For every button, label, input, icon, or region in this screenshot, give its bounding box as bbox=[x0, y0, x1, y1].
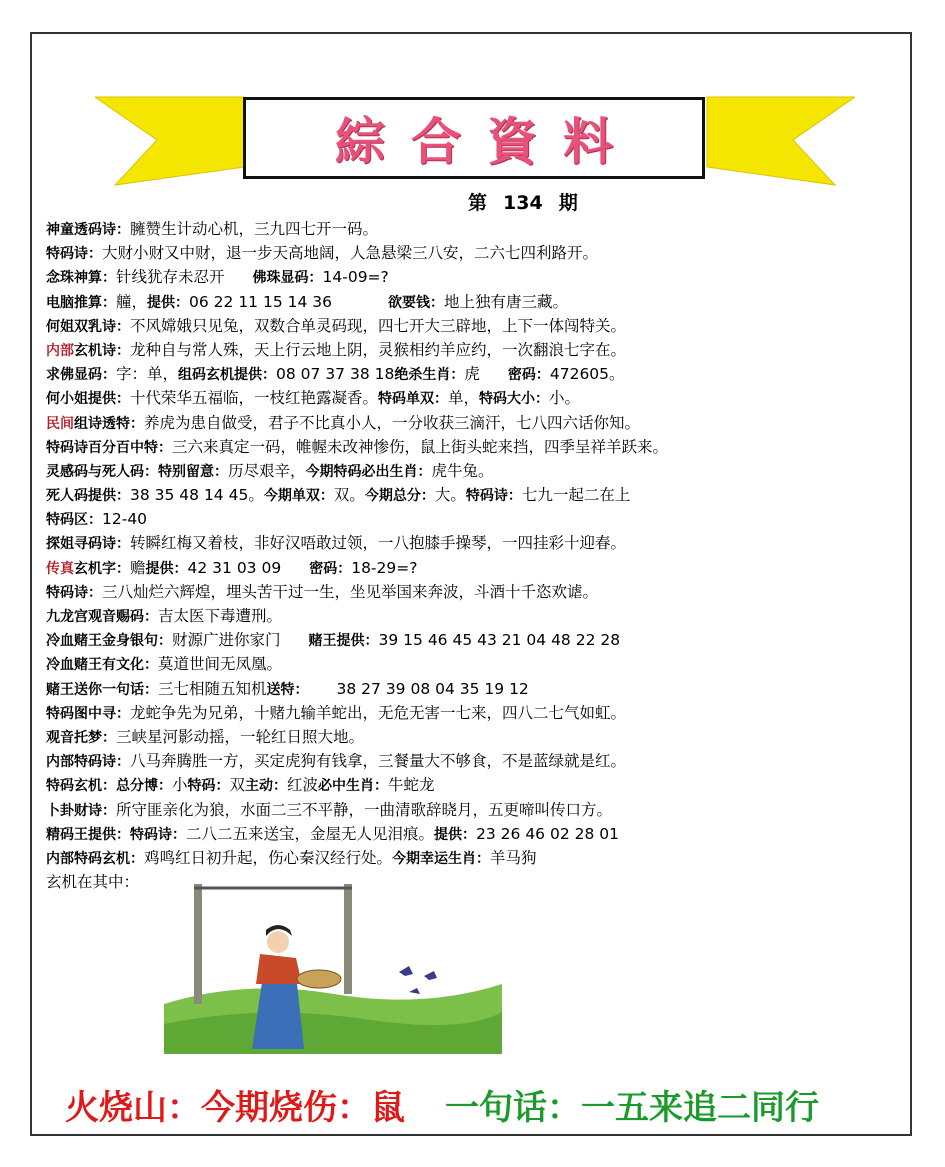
line-value: 龙蛇争先为兄弟，十赌九输羊蛇出，无危无害一七来，四八二七气如虹。 bbox=[130, 703, 627, 722]
line-label: 卜卦财诗： bbox=[46, 802, 116, 819]
line-label: 特码图中寻： bbox=[46, 705, 130, 722]
line-label: 提供： bbox=[434, 826, 477, 843]
line-label: 特码诗： bbox=[465, 488, 522, 505]
line-value: 莫道世间无凤凰。 bbox=[158, 655, 283, 674]
line-value: 红波 bbox=[287, 776, 319, 795]
line-value: 小 bbox=[172, 776, 188, 795]
line-value: 地上独有唐三藏。 bbox=[444, 292, 569, 311]
illustration-woman-at-well bbox=[164, 884, 502, 1054]
line-label: 精码王提供： bbox=[46, 826, 130, 843]
line-label: 观音托梦： bbox=[46, 729, 116, 746]
line-label: 提供： bbox=[145, 560, 188, 577]
content-line bbox=[46, 701, 906, 725]
line-label: 密码： bbox=[309, 560, 352, 577]
line-value: 39 15 46 45 43 21 04 48 22 28 bbox=[378, 631, 621, 650]
line-label: 冷血赌王金身银句： bbox=[46, 633, 172, 650]
content-line bbox=[46, 846, 906, 870]
line-value: 472605。 bbox=[549, 365, 625, 384]
line-label: 灵感码与死人码： bbox=[46, 463, 158, 480]
line-label: 内部特码诗： bbox=[46, 754, 130, 771]
line-label: 冷血赌王有文化： bbox=[46, 657, 158, 674]
line-value: 三八灿烂六辉煌，埋头苦干过一生，坐见举国来奔波，斗酒十千恣欢谑。 bbox=[102, 582, 599, 601]
line-label: 何小姐提供： bbox=[46, 391, 130, 408]
content-line bbox=[46, 773, 906, 797]
line-label: 绝杀生肖： bbox=[394, 367, 465, 384]
line-value: 玄机在其中： bbox=[46, 873, 140, 892]
content-line bbox=[46, 411, 906, 435]
line-label: 特码大小： bbox=[479, 391, 550, 408]
line-label: 特码诗： bbox=[130, 826, 186, 843]
line-value: 财源广进你家门 bbox=[172, 631, 281, 650]
line-value: 养虎为患自做受，君子不比真小人，一分收获三滴汗，七八四六话你知。 bbox=[144, 413, 641, 432]
content-line bbox=[46, 338, 906, 362]
line-value: 不风嫦娥只见兔，双数合单灵码现，四七开大三辟地，上下一体闯特关。 bbox=[130, 316, 627, 335]
content-line bbox=[46, 459, 906, 483]
line-value: 23 26 46 02 28 01 bbox=[476, 824, 619, 843]
content-line bbox=[46, 580, 906, 604]
line-label: 九龙宫观音赐码： bbox=[46, 609, 158, 625]
line-value: 双 bbox=[229, 776, 246, 795]
content-line bbox=[46, 265, 906, 289]
line-value: 06 22 11 15 14 36 bbox=[189, 292, 332, 311]
line-value: 八马奔腾胜一方，买定虎狗有钱拿，三餐量大不够食，不是蓝绿就是红。 bbox=[130, 752, 627, 771]
line-value: 牛蛇龙 bbox=[388, 776, 435, 795]
line-label: 特码区： bbox=[46, 512, 102, 529]
line-value: 18-29=? bbox=[351, 558, 418, 577]
line-value: 小。 bbox=[549, 389, 581, 408]
line-value: 二八二五来送宝，金屋无人见泪痕。 bbox=[186, 824, 435, 843]
line-value: 大。 bbox=[434, 486, 466, 505]
line-label: 传真 bbox=[46, 560, 74, 577]
content-line bbox=[46, 241, 906, 265]
line-label: 玄机诗： bbox=[74, 342, 130, 359]
line-value: 七九一起二在上 bbox=[521, 486, 631, 505]
content-line bbox=[46, 725, 906, 749]
line-label: 民间 bbox=[46, 415, 74, 432]
content-line bbox=[46, 531, 906, 555]
content-line bbox=[46, 362, 906, 386]
line-label: 内部 bbox=[46, 342, 74, 359]
content-lines bbox=[46, 217, 906, 894]
line-label: 何姐双乳诗： bbox=[46, 318, 130, 335]
line-value: 38 27 39 08 04 35 19 12 bbox=[336, 679, 529, 698]
line-value: 大财小财又中财，退一步天高地阔，人急悬梁三八安，二六七四利路开。 bbox=[102, 244, 599, 263]
footer-line bbox=[65, 1080, 819, 1129]
content-line bbox=[46, 217, 906, 241]
line-value: 12-40 bbox=[102, 510, 148, 529]
line-label: 提供： bbox=[147, 294, 190, 311]
line-label: 电脑推算： bbox=[46, 294, 116, 311]
line-value: 三峡星河影动摇，一轮红日照大地。 bbox=[116, 727, 365, 746]
line-value: 吉太医下毒遭刑。 bbox=[158, 607, 283, 625]
line-value: 08 07 37 38 18 bbox=[276, 365, 395, 384]
line-value: 龙种自与常人殊，天上行云地上阴，灵猴相约羊应约，一次翻浪七字在。 bbox=[130, 340, 627, 359]
content-line bbox=[46, 652, 906, 676]
line-label: 探姐寻码诗： bbox=[46, 536, 130, 553]
line-label: 组码玄机提供： bbox=[178, 367, 277, 384]
line-label: 赌王送你一句话： bbox=[46, 681, 158, 698]
line-label: 特码诗： bbox=[46, 246, 102, 263]
line-label: 今期幸运生肖： bbox=[392, 850, 491, 867]
line-value: 单， bbox=[448, 389, 480, 408]
content-line bbox=[46, 749, 906, 773]
content-line bbox=[46, 677, 906, 701]
line-label: 玄机字： bbox=[74, 560, 130, 577]
content-line bbox=[46, 386, 906, 410]
content-line bbox=[46, 314, 906, 338]
issue-number: 134 bbox=[503, 192, 543, 214]
line-value: 三六来真定一码，帷幄未改神惨伤，鼠上街头蛇来挡，四季呈祥羊跃来。 bbox=[172, 437, 669, 456]
footer-right-text: 一句话：一五来追二同行 bbox=[445, 1088, 819, 1128]
line-label: 佛珠显码： bbox=[252, 270, 323, 287]
content-line bbox=[46, 604, 906, 628]
issue-label bbox=[468, 188, 594, 215]
line-label: 内部特码玄机： bbox=[46, 850, 144, 867]
title-banner bbox=[95, 95, 855, 190]
content-line bbox=[46, 507, 906, 531]
line-value: 所守匪亲化为狼，水面二三不平静，一曲清歌辞晓月，五更啼叫传口方。 bbox=[116, 800, 613, 819]
line-value: 赡 bbox=[130, 558, 146, 577]
line-label: 死人码提供： bbox=[46, 488, 130, 505]
line-value: 38 35 48 14 45。 bbox=[130, 486, 264, 505]
line-label: 赌王提供： bbox=[308, 633, 379, 650]
line-label: 特码单双： bbox=[378, 391, 449, 408]
line-label: 今期单双： bbox=[263, 488, 334, 505]
line-value: 虎牛兔。 bbox=[431, 461, 494, 480]
issue-suffix: 期 bbox=[558, 192, 578, 214]
line-value: 羊马狗 bbox=[490, 848, 537, 867]
line-label: 送特： bbox=[266, 681, 309, 698]
content-line bbox=[46, 822, 906, 846]
content-line bbox=[46, 483, 906, 507]
line-value: 十代荣华五福临，一枝红艳露凝香。 bbox=[130, 389, 379, 408]
line-label: 今期总分： bbox=[364, 488, 435, 505]
line-label: 特码诗百分百中特： bbox=[46, 439, 172, 456]
content-line bbox=[46, 628, 906, 652]
line-value: 针线犹存未忍开 bbox=[116, 268, 225, 287]
line-label: 特码诗： bbox=[46, 584, 102, 601]
footer-left-text: 火烧山：今期烧伤：鼠 bbox=[65, 1088, 405, 1128]
content-line bbox=[46, 556, 906, 580]
line-value: 鸡鸣红日初升起，伤心秦汉经行处。 bbox=[144, 848, 393, 867]
line-value: 艟， bbox=[116, 292, 148, 311]
line-value: 臃赞生计动心机，三九四七开一码。 bbox=[130, 220, 379, 238]
line-label: 今期特码必出生肖： bbox=[305, 463, 432, 480]
line-label: 特别留意： bbox=[158, 463, 228, 480]
line-label: 念珠神算： bbox=[46, 270, 116, 287]
content-line bbox=[46, 435, 906, 459]
line-value: 双。 bbox=[333, 486, 365, 505]
line-label: 密码： bbox=[507, 367, 550, 384]
content-line bbox=[46, 798, 906, 822]
line-label: 求佛显码： bbox=[46, 367, 116, 384]
line-value: 转瞬红梅又着枝，非好汉唔敢过领，一八抱膝手操琴，一四挂彩十迎春。 bbox=[130, 534, 627, 553]
line-label: 特码玄机： bbox=[46, 778, 116, 795]
line-label: 主动： bbox=[245, 778, 288, 795]
line-value: 字：单， bbox=[116, 365, 179, 384]
page-title: 綜合資料 bbox=[335, 112, 639, 171]
line-value: 三七相随五知机 bbox=[158, 679, 267, 698]
line-label: 总分博： bbox=[116, 778, 172, 795]
title-box bbox=[243, 97, 705, 179]
line-value: 历尽艰辛， bbox=[228, 461, 306, 480]
line-value: 虎 bbox=[464, 365, 480, 384]
line-label: 组诗透特： bbox=[74, 415, 144, 432]
issue-prefix: 第 bbox=[468, 192, 488, 214]
line-label: 欲要钱： bbox=[388, 294, 444, 311]
line-label: 神童透码诗： bbox=[46, 222, 130, 238]
line-label: 必中生肖： bbox=[318, 778, 389, 795]
content-line bbox=[46, 290, 906, 314]
line-value: 42 31 03 09 bbox=[187, 558, 282, 577]
line-label: 特码： bbox=[187, 778, 230, 795]
line-value: 14-09=? bbox=[322, 268, 389, 287]
